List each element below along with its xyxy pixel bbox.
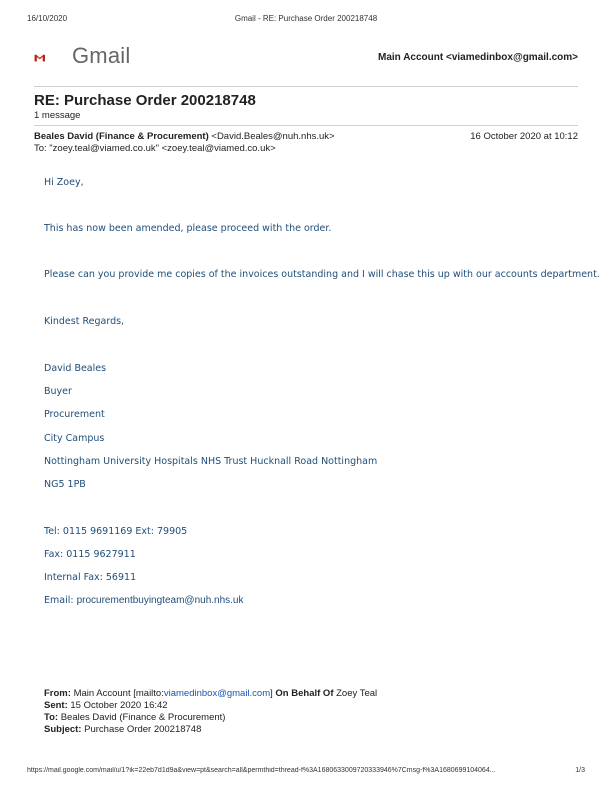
- forwarded-from-label: From:: [44, 688, 71, 699]
- forwarded-from-suffix: ]: [270, 688, 273, 699]
- forwarded-from-email-link[interactable]: viamedinbox@gmail.com: [163, 688, 271, 699]
- thread-subject: RE: Purchase Order 200218748: [34, 92, 256, 109]
- body-line-2: Please can you provide me copies of the invoices outstanding and I will chase this up with our accounts department.: [44, 269, 600, 280]
- message-date: 16 October 2020 at 10:12: [470, 131, 578, 142]
- forwarded-from: [44, 688, 377, 699]
- signature-role: Buyer: [44, 386, 72, 397]
- signature-postcode: NG5 1PB: [44, 479, 86, 490]
- signature-email-link[interactable]: procurementbuyingteam@nuh.nhs.uk: [76, 595, 244, 606]
- sender-line: [34, 131, 335, 142]
- signature-email-label: Email:: [44, 595, 77, 606]
- forwarded-to: [44, 712, 225, 723]
- sender-email[interactable]: <David.Beales@nuh.nhs.uk>: [211, 131, 335, 142]
- body-greeting: Hi Zoey,: [44, 177, 84, 188]
- body-closing: Kindest Regards,: [44, 316, 125, 327]
- header-divider: [34, 86, 578, 87]
- forwarded-on-behalf-value: Zoey Teal: [336, 688, 378, 699]
- gmail-logo-text: Gmail: [72, 43, 131, 68]
- signature-tel: Tel: 0115 9691169 Ext: 79905: [44, 526, 188, 537]
- signature-name: David Beales: [44, 363, 107, 374]
- forwarded-subject-label: Subject:: [44, 724, 82, 735]
- forwarded-to-label: To:: [44, 712, 59, 723]
- message-divider: [34, 125, 578, 126]
- forwarded-sent: [44, 700, 168, 711]
- message-count: 1 message: [34, 110, 81, 121]
- forwarded-on-behalf-label: On Behalf Of: [275, 688, 334, 699]
- forwarded-from-prefix: Main Account [mailto:: [73, 688, 164, 699]
- forwarded-sent-value: 15 October 2020 16:42: [70, 700, 168, 711]
- signature-fax: Fax: 0115 9627911: [44, 549, 136, 560]
- signature-email: [44, 595, 244, 606]
- sender-name: Beales David (Finance & Procurement): [34, 131, 209, 142]
- forwarded-sent-label: Sent:: [44, 700, 68, 711]
- gmail-envelope-icon: [34, 44, 68, 72]
- account-label: Main Account <viamedinbox@gmail.com>: [378, 52, 578, 63]
- signature-department: Procurement: [44, 409, 105, 420]
- print-page-number: 1/3: [575, 767, 585, 774]
- recipient-line: To: "zoey.teal@viamed.co.uk" <zoey.teal@viamed.co.uk>: [34, 143, 276, 154]
- body-line-1: This has now been amended, please proceed with the order.: [44, 223, 332, 234]
- signature-campus: City Campus: [44, 433, 105, 444]
- forwarded-to-value: Beales David (Finance & Procurement): [60, 712, 226, 723]
- signature-address: Nottingham University Hospitals NHS Trust Hucknall Road Nottingham: [44, 456, 378, 467]
- forwarded-subject-value: Purchase Order 200218748: [84, 724, 202, 735]
- print-date: 16/10/2020: [27, 14, 68, 23]
- forwarded-subject: [44, 724, 201, 735]
- print-footer-url: https://mail.google.com/mail/u/1?ik=22eb7d1d9a&view=pt&search=all&permthid=thread-f%3A1680633009720333946%7Cmsg-f%3A1680699104064...: [27, 767, 496, 774]
- print-page-title: Gmail - RE: Purchase Order 200218748: [234, 14, 378, 23]
- signature-internal-fax: Internal Fax: 56911: [44, 572, 137, 583]
